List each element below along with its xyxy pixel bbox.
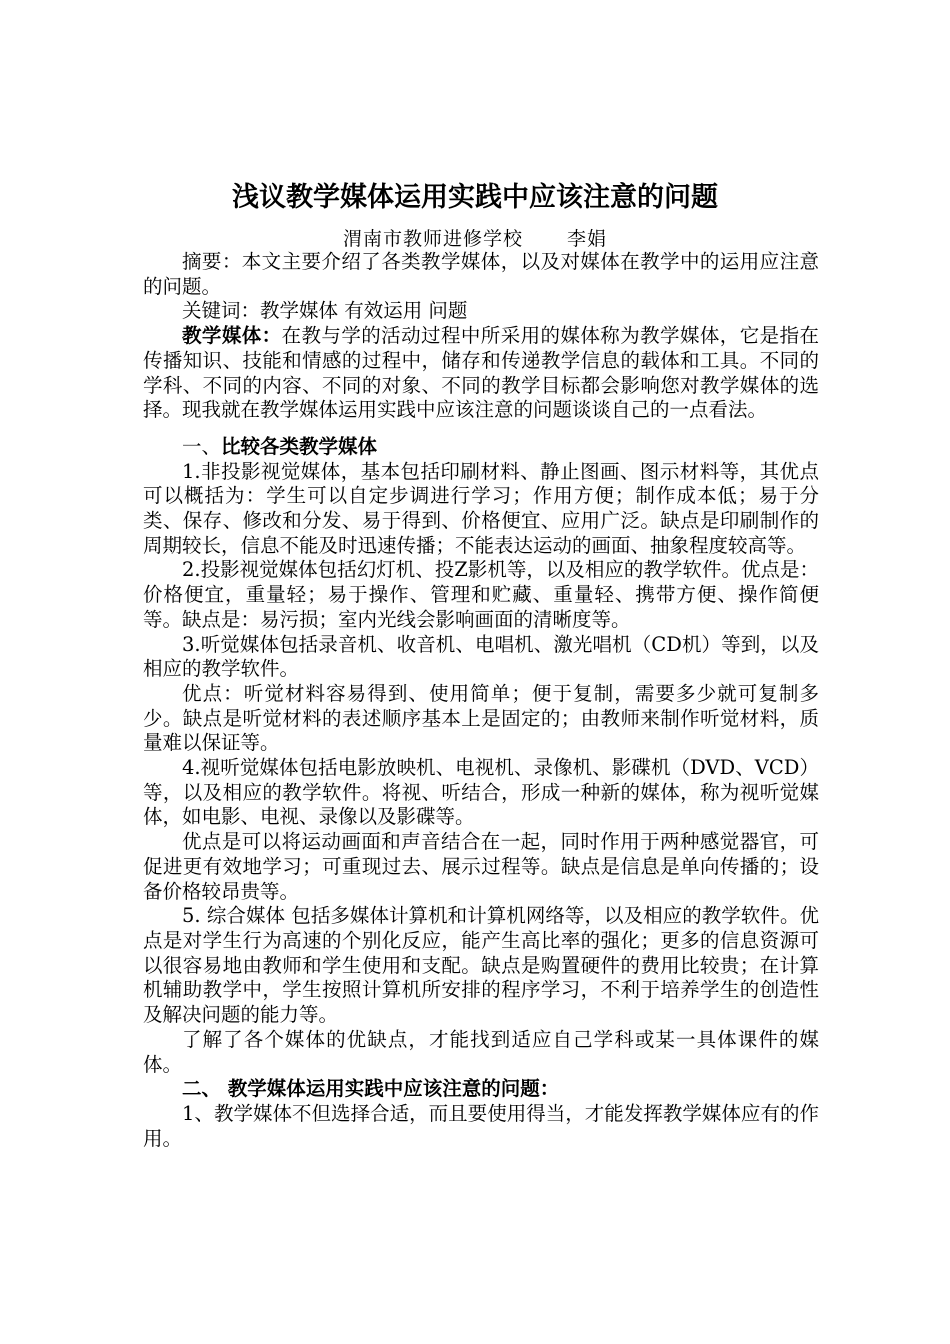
section-2-paragraph-1: 1、教学媒体不但选择合适，而且要使用得当，才能发挥教学媒体应有的作用。 bbox=[143, 1101, 819, 1150]
section-1-heading-text: 比较各类教学媒体 bbox=[221, 434, 378, 458]
section-2-heading: 二、 教学媒体运用实践中应该注意的问题： bbox=[182, 1077, 560, 1101]
section-1-paragraph-2: 2.投影视觉媒体包括幻灯机、投Z影机等，以及相应的教学软件。优点是：价格便宜，重量轻；易于操作、管理和贮藏、重量轻、携带方便、操作简便等。缺点是：易污损；室内光线会影响画面的清晰度等。 bbox=[143, 558, 819, 631]
author-name: 李娟 bbox=[567, 228, 608, 250]
section-1-heading bbox=[143, 435, 819, 460]
intro-paragraph bbox=[143, 324, 819, 423]
document-title: 浅议教学媒体运用实践中应该注意的问题 bbox=[232, 182, 718, 213]
section-1-heading-number: 一、 bbox=[182, 434, 222, 458]
document-body bbox=[143, 250, 819, 1151]
section-1-paragraph-3: 3.听觉媒体包括录音机、收音机、电唱机、激光唱机（CD机）等到，以及相应的教学软件。 bbox=[143, 632, 819, 681]
section-1-paragraph-7: 5. 综合媒体 包括多媒体计算机和计算机网络等，以及相应的教学软件。优点是对学生行为高速的个别化反应，能产生高比率的强化；更多的信息资源可以很容易地由教师和学生使用和支配。缺点是购置硬件的费用比较贵；在计算机辅助教学中，学生按照计算机所安排的程序学习，不利于培养学生的创造性及解决问题的能力等。 bbox=[143, 904, 819, 1027]
intro-lead: 教学媒体： bbox=[182, 324, 282, 348]
keywords-paragraph: 关键词：教学媒体 有效运用 问题 bbox=[182, 299, 468, 323]
section-1-paragraph-4: 优点：听觉材料容易得到、使用简单；便于复制，需要多少就可复制多少。缺点是听觉材料的表述顺序基本上是固定的；由教师来制作听觉材料，质量难以保证等。 bbox=[143, 681, 819, 755]
byline bbox=[0, 226, 950, 252]
section-1-paragraph-6: 优点是可以将运动画面和声音结合在一起，同时作用于两种感觉器官，可促进更有效地学习；可重现过去、展示过程等。缺点是信息是单向传播的；设备价格较昂贵等。 bbox=[143, 830, 819, 903]
school-name: 渭南市教师进修学校 bbox=[342, 228, 523, 250]
intro-text: 在教与学的活动过程中所采用的媒体称为教学媒体，它是指在传播知识、技能和情感的过程中，储存和传递教学信息的载体和工具。不同的学科、不同的内容、不同的对象、不同的教学目标都会影响您对教学媒体的选择。现我就在教学媒体运用实践中应该注意的问题谈谈自己的一点看法。 bbox=[143, 324, 819, 422]
abstract-paragraph: 摘要：本文主要介绍了各类教学媒体，以及对媒体在教学中的运用应注意的问题。 bbox=[143, 250, 819, 298]
section-1-paragraph-5: 4.视听觉媒体包括电影放映机、电视机、录像机、影碟机（DVD、VCD）等，以及相应的教学软件。将视、听结合，形成一种新的媒体，称为视听觉媒体，如电影、电视、录像以及影碟等。 bbox=[143, 756, 819, 829]
section-1-paragraph-8: 了解了各个媒体的优缺点，才能找到适应自己学科或某一具体课件的媒体。 bbox=[143, 1027, 819, 1076]
section-1-paragraph-1: 1.非投影视觉媒体，基本包括印刷材料、静止图画、图示材料等，其优点可以概括为：学生可以自定步调进行学习；作用方便；制作成本低；易于分类、保存、修改和分发、易于得到、价格便宜、应用广泛。缺点是印刷制作的周期较长，信息不能及时迅速传播；不能表达运动的画面、抽象程度较高等。 bbox=[143, 459, 819, 557]
